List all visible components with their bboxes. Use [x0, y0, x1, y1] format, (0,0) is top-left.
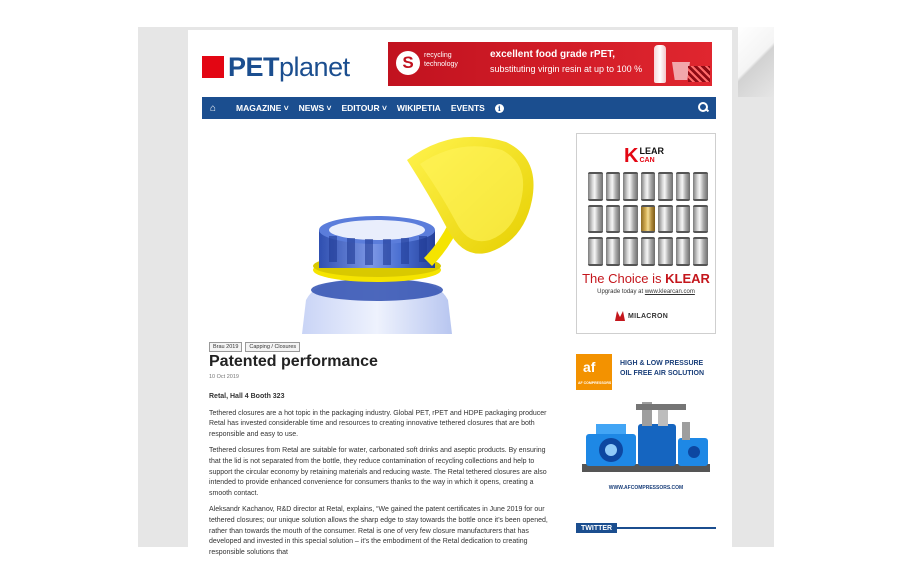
nav-events[interactable]: EVENTS — [450, 103, 485, 113]
article-body — [209, 392, 557, 564]
tag-brau-2019[interactable]: Brau 2019 — [209, 342, 242, 352]
klear-headline-brand: KLEAR — [665, 271, 710, 286]
cans-grid — [588, 172, 708, 266]
klear-can-ad[interactable] — [576, 133, 716, 334]
can-icon — [623, 205, 638, 234]
nav-editour[interactable]: EDITOUR ˅ — [341, 103, 387, 113]
can-icon — [658, 172, 673, 201]
klear-logo — [624, 146, 664, 166]
can-icon — [588, 205, 603, 234]
article-hero-image — [202, 130, 554, 334]
can-icon — [693, 172, 708, 201]
can-icon — [606, 205, 621, 234]
web-page — [188, 30, 732, 556]
milacron-logo — [615, 311, 668, 321]
can-icon — [623, 172, 638, 201]
logo-bold-text: PET — [228, 51, 280, 82]
logo-light-text: planet — [279, 51, 350, 82]
bottle-icon — [654, 45, 666, 83]
milacron-text: MILACRON — [628, 312, 669, 320]
tethered-closure-image — [202, 130, 554, 334]
banner-subline: substituting virgin resin at up to 100 % — [490, 64, 643, 74]
main-navbar — [202, 97, 716, 119]
site-logo[interactable] — [202, 52, 350, 82]
article-paragraph: Tethered closures are a hot topic in the packaging industry. Global PET, rPET and HDPE packaging producer Retal has invested considerable time and resources to creating innovative tethered closures that are both responsible and easy to use. — [209, 409, 547, 438]
article-tags — [209, 342, 300, 352]
af-logo-text: AF COMPRESSORS — [578, 381, 612, 385]
af-compressors-ad[interactable] — [576, 352, 716, 502]
klear-headline — [577, 271, 715, 286]
article-paragraph: Tethered closures from Retal are suitable for water, carbonated soft drinks and aseptic products. By ensuring that the lid is not separated from the bottle, they reduce contamination of recycling collections and help to support the circular economy by retaining materials and reducing waste. The Retal tethered closures are also intended to provide enhanced convenience for consumers thanks to the way in which it opens, creating a smooth contact. — [209, 447, 547, 497]
tag-capping-closures[interactable]: Capping / Closures — [245, 342, 300, 352]
can-icon — [676, 205, 691, 234]
klear-logo-k: K — [624, 145, 639, 167]
can-icon — [588, 172, 603, 201]
can-icon — [658, 237, 673, 266]
nav-wikipetia[interactable]: WIKIPETIA — [396, 103, 441, 113]
milacron-icon — [615, 311, 625, 321]
article-paragraph: Aleksandr Kachanov, R&D director at Retal, explains, “We gained the patent certificates in June 2019 for our tethered closures; our unique solution allows the sharp edge to stay towards the bottle once it’s been opened, rather than towards the mouth of the consumer. Retal is one of very few closure manufacturers that has developed and invested in this special solution – it’s the embodiment of the Retal dedication to creating responsible solutions that — [209, 506, 548, 556]
af-compressors-logo — [576, 354, 612, 390]
banner-brand: recycling technology — [424, 52, 458, 68]
can-icon — [606, 237, 621, 266]
logo-square-icon — [202, 56, 224, 78]
af-logo-mark: af — [583, 359, 596, 375]
home-icon[interactable]: ⌂ — [210, 102, 217, 114]
twitter-section-header — [576, 517, 716, 532]
twitter-label: TWITTER — [576, 523, 617, 533]
klear-upgrade — [577, 289, 715, 295]
top-ad-banner[interactable] — [388, 42, 712, 86]
can-icon — [588, 237, 603, 266]
can-icon — [606, 172, 621, 201]
info-icon[interactable]: i — [495, 104, 504, 113]
can-icon — [676, 237, 691, 266]
compressor-machine-image — [576, 394, 716, 484]
search-icon[interactable] — [698, 102, 708, 114]
afc-headline-1: HIGH & LOW PRESSURE — [620, 360, 704, 367]
klear-headline-prefix: The Choice is — [582, 271, 666, 286]
can-icon — [623, 237, 638, 266]
klear-logo-line2: CAN — [639, 157, 655, 164]
pet-flakes-icon — [688, 66, 710, 82]
can-icon — [641, 237, 656, 266]
klear-url-link[interactable]: www.klearcan.com — [644, 289, 695, 295]
klear-logo-line1: LEAR — [639, 146, 664, 156]
afc-headline-2: OIL FREE AIR SOLUTION — [620, 370, 705, 377]
recycling-logo-icon: S — [396, 51, 420, 75]
article-date: 10 Oct 2019 — [209, 374, 239, 380]
banner-headline: excellent food grade rPET, — [490, 49, 616, 60]
klear-upgrade-prefix: Upgrade today at — [597, 289, 645, 295]
nav-news[interactable]: NEWS ˅ — [298, 103, 332, 113]
klear-can-icon — [641, 205, 656, 234]
can-icon — [658, 205, 673, 234]
can-icon — [693, 205, 708, 234]
article-title: Patented performance — [209, 353, 378, 370]
can-icon — [641, 172, 656, 201]
article-lead: Retal, Hall 4 Booth 323 — [209, 393, 285, 400]
nav-magazine[interactable]: MAGAZINE ˅ — [236, 103, 289, 113]
page-curl — [738, 27, 774, 97]
can-icon — [693, 237, 708, 266]
can-icon — [676, 172, 691, 201]
afc-url[interactable]: WWW.AFCOMPRESSORS.COM — [608, 485, 684, 491]
